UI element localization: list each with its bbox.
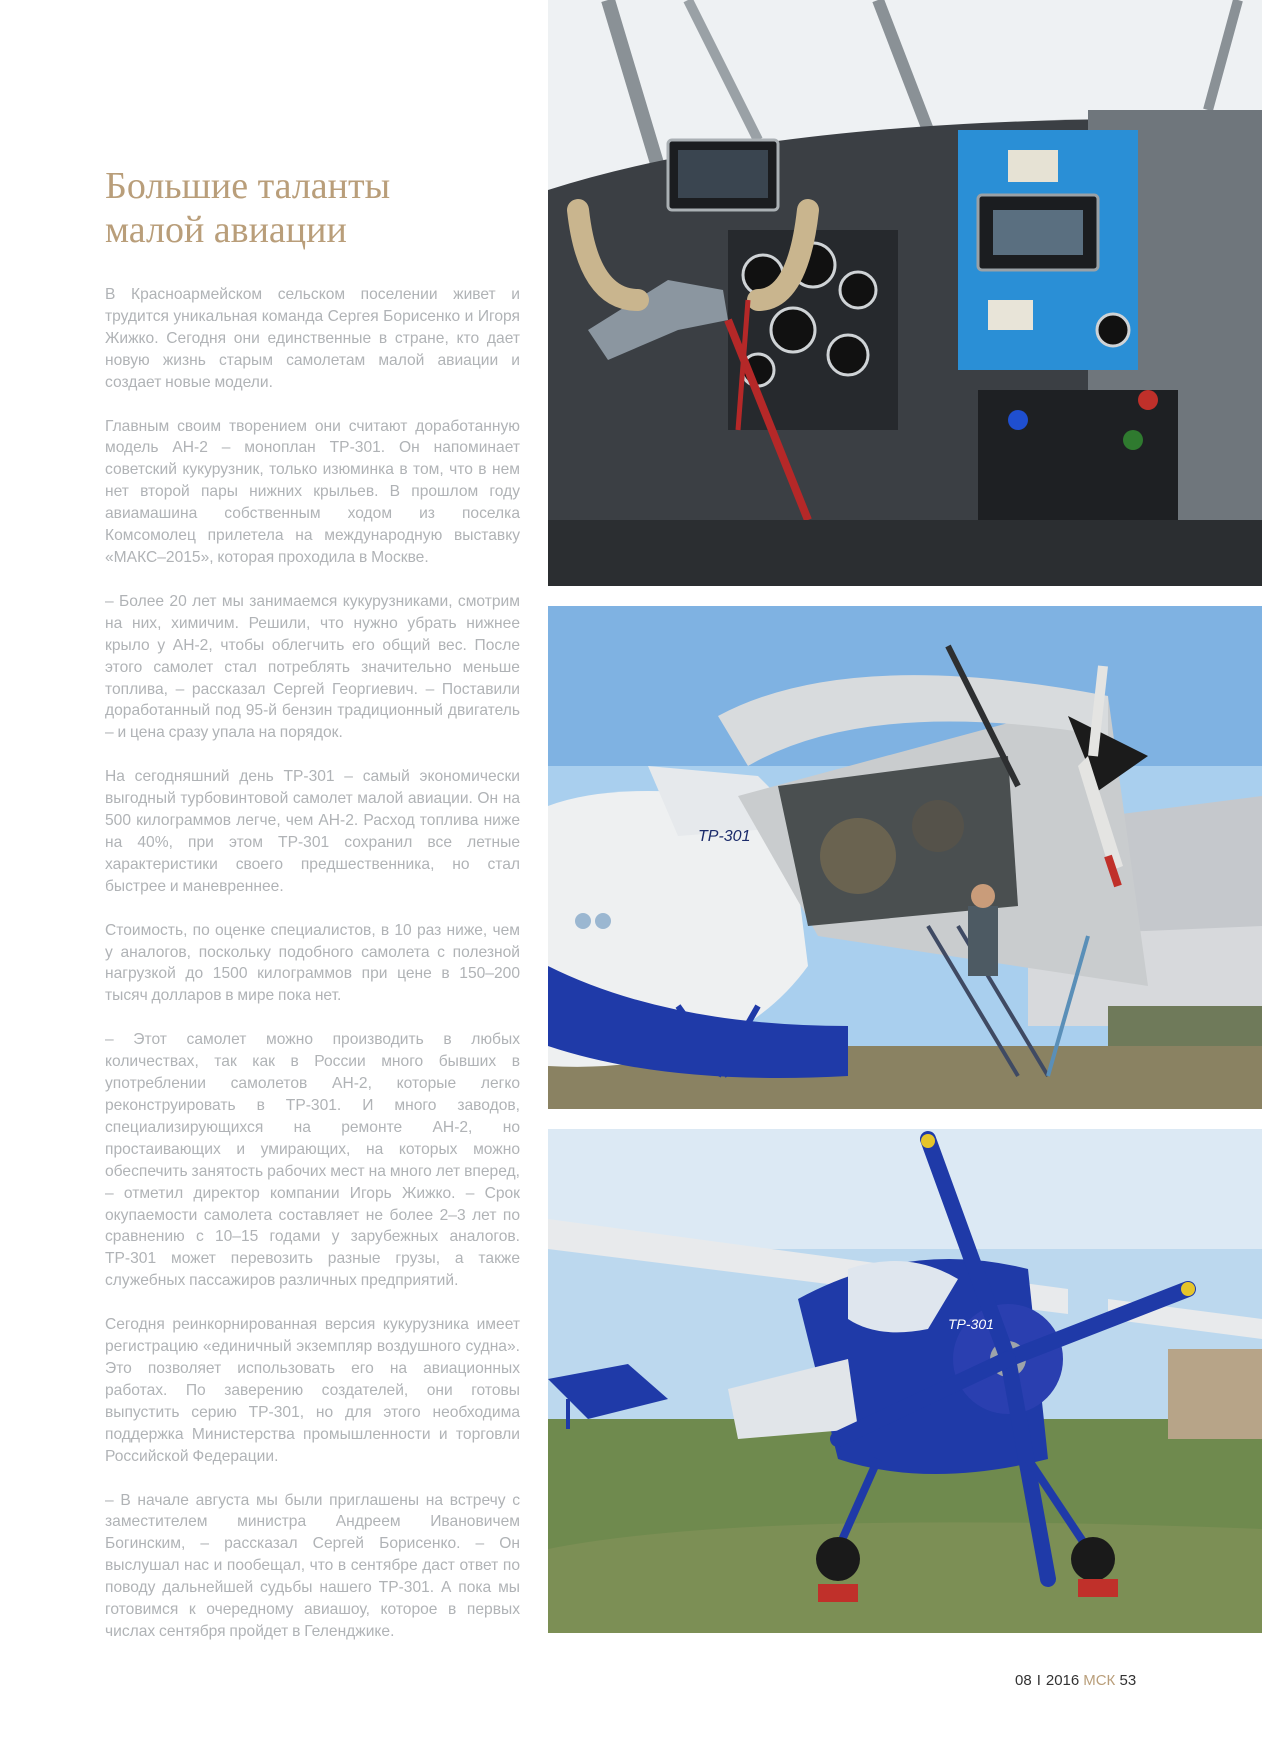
- article-headline: [105, 164, 525, 252]
- footer-year: 2016: [1045, 1672, 1080, 1689]
- cockpit-photo: [548, 0, 1262, 586]
- aircraft-fuselage-label: ТР-301: [948, 1316, 994, 1332]
- engine-photo: [548, 606, 1262, 1109]
- article-paragraph-8: – В начале августа мы были приглашены на встречу с заместителем министра Андреем Ивановичем Богинским, – рассказал Сергей Борисенко. – Он выслушал нас и пообещал, что в сентябре даст ответ по поводу дальнейшей судьбы нашего ТР-301. А пока мы готовимся к очередному авиашоу, которое в первых числах сентября пройдет в Геленджике.: [105, 1491, 520, 1640]
- article-body: [105, 284, 520, 1665]
- aircraft-illustration: [548, 1129, 1262, 1633]
- aircraft-photo: [548, 1129, 1262, 1633]
- article-paragraph-5: Стоимость, по оценке специалистов, в 10 раз ниже, чем у аналогов, поскольку подобного самолета с полезной нагрузкой до 1500 килограммов при цене в 150–200 тысяч долларов в мире пока нет.: [105, 921, 520, 1005]
- page-footer: [1015, 1672, 1136, 1689]
- engine-illustration: [548, 606, 1262, 1109]
- article-paragraph-2: Главным своим творением они считают доработанную модель АН-2 – моноплан ТР-301. Он напоминает советский кукурузник, только изюминка в том, что в нем нет второй пары нижних крыльев. В прошлом году авиамашина собственным ходом из поселка Комсомолец прилетела на международную выставку «МАКС–2015», которая проходила в Москве.: [105, 417, 520, 566]
- article-paragraph-4: На сегодняшний день ТР-301 – самый экономически выгодный турбовинтовой самолет малой авиации. Он на 500 килограммов легче, чем АН-2. Расход топлива ниже на 40%, при этом ТР-301 сохранил все летные характеристики своего предшественника, но стал быстрее и маневреннее.: [105, 768, 520, 895]
- article-paragraph-3: – Более 20 лет мы занимаемся кукурузниками, смотрим на них, химичим. Решили, что нужно убрать нижнее крыло у АН-2, чтобы облегчить его общий вес. После этого самолет стал потреблять значительно меньше топлива, – рассказал Сергей Георгиевич. – Поставили доработанный под 95-й бензин традиционный двигатель – и цена сразу упала на порядок.: [105, 592, 520, 742]
- footer-separator: I: [1036, 1672, 1041, 1689]
- fuselage-label: ТР-301: [698, 828, 751, 845]
- article-paragraph-6: – Этот самолет можно производить в любых количествах, так как в России много бывших в употреблении самолетов АН-2, которые легко реконструировать в ТР-301. И много заводов, специализирующихся на ремонте АН-2, но простаивающих и умирающих, на которых можно обеспечить занятость рабочих мест на много лет вперед, – отметил директор компании Игорь Жижко. – Срок окупаемости самолета составляет не более 2–3 лет по сравнению с 10–15 годами у зарубежных аналогов. ТР-301 может перевозить разные грузы, а также служебных пассажиров различных предприятий.: [105, 1031, 520, 1290]
- footer-issue: 08: [1015, 1672, 1032, 1689]
- headline-line-2: малой авиации: [105, 209, 347, 251]
- article-paragraph-7: Сегодня реинкорнированная версия кукурузника имеет регистрацию «единичный экземпляр воздушного судна». Это позволяет использовать его на авиационных работах. По заверению создателей, они готовы выпустить серию ТР-301, но для этого необходима поддержка Министерства промышленности и торговли Российской Федерации.: [105, 1316, 520, 1465]
- article-paragraph-1: В Красноармейском сельском поселении живет и трудится уникальная команда Сергея Борисенко и Игоря Жижко. Сегодня они единственные в стране, кто дает новую жизнь старым самолетам малой авиации и создает новые модели.: [105, 286, 520, 391]
- cockpit-illustration: [548, 0, 1262, 586]
- footer-magazine: МСК: [1083, 1672, 1116, 1689]
- headline-line-1: Большие таланты: [105, 165, 391, 207]
- footer-page-number: 53: [1119, 1672, 1137, 1689]
